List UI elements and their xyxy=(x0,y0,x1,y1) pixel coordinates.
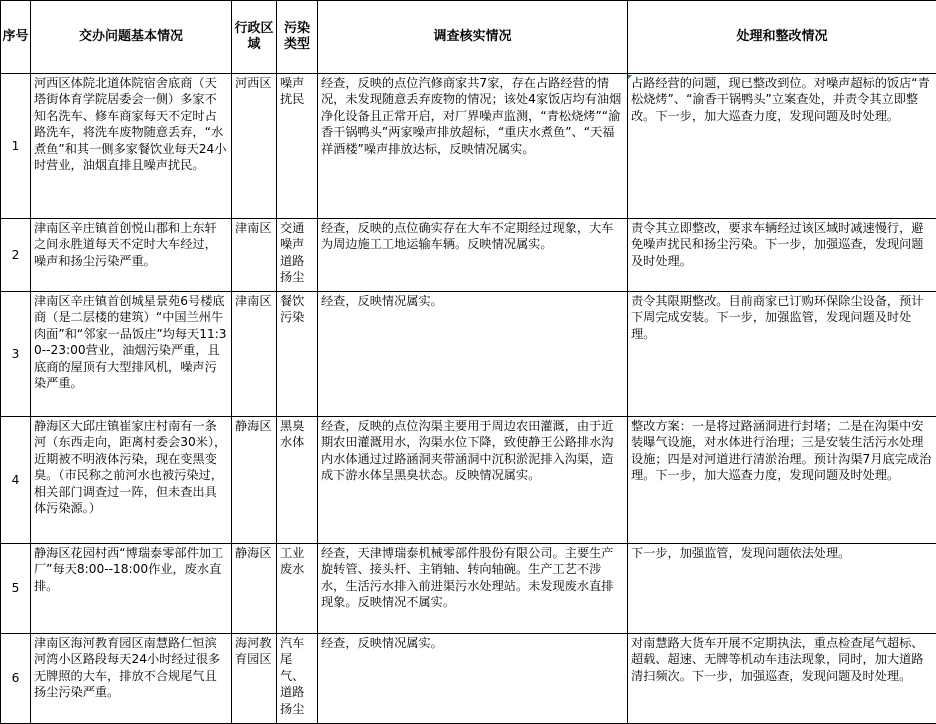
row-basic: 津南区辛庄镇首创城星景苑6号楼底商（是二层楼的建筑）“中国兰州牛肉面”和“邻家一品饭庄”均每天11:30--23:00营业，油烟污染严重，且底商的屋顶有大型排风机，噪声污染严重。 xyxy=(31,292,232,417)
row-district: 河西区 xyxy=(232,74,277,219)
row-seq: 4 xyxy=(1,417,31,544)
row-basic: 津南区海河教育园区南慧路仁恒滨河湾小区路段每天24小时经过很多无牌照的大车，排放不合规尾气且扬尘污染严重。 xyxy=(31,634,232,724)
row-investigation: 经查，反映的点位沟渠主要用于周边农田灌溉，由于近期农田灌溉用水，沟渠水位下降，致使静王公路排水沟内水体通过过路涵洞夹带涵洞中沉积淤泥排入沟渠，造成下游水体呈黑臭状态。反映情况属实。 xyxy=(318,417,628,544)
row-seq: 6 xyxy=(1,634,31,724)
table-row xyxy=(1,544,936,634)
row-basic: 津南区辛庄镇首创悦山郡和上东轩之间永胜道每天不定时大车经过，噪声和扬尘污染严重。 xyxy=(31,219,232,292)
row-seq: 3 xyxy=(1,292,31,417)
row-investigation: 经查，反映情况属实。 xyxy=(318,634,628,724)
row-district: 津南区 xyxy=(232,292,277,417)
table-header-row xyxy=(1,1,936,74)
row-district: 海河教育园区 xyxy=(232,634,277,724)
row-seq: 1 xyxy=(1,74,31,219)
row-pollution: 工业废水 xyxy=(277,544,318,634)
row-pollution: 交通噪声道路扬尘 xyxy=(277,219,318,292)
row-handling: 整改方案：一是将过路涵洞进行封堵；二是在沟渠中安装曝气设施，对水体进行治理；三是安装生活污水处理设施；四是对河道进行清淤治理。预计沟渠7月底完成治理。下一步，加大巡查力度，发现问题及时处理。 xyxy=(628,417,936,544)
row-basic: 静海区大邱庄镇崔家庄村南有一条河（东西走向，距离村委会30米），近期被不明液体污染，现在变黑变臭。（市民称之前河水也被污染过，相关部门调查过一阵，但未查出具体污染源。） xyxy=(31,417,232,544)
row-investigation: 经查，反映情况属实。 xyxy=(318,292,628,417)
row-investigation: 经查，天津博瑞泰机械零部件股份有限公司。主要生产旋转管、接头杆、主销轴、转向轴碗。生产工艺不涉水，生活污水排入前进渠污水处理站。未发现废水直排现象。反映情况不属实。 xyxy=(318,544,628,634)
cell-comment-marker xyxy=(628,75,632,79)
table-row xyxy=(1,417,936,544)
table-row xyxy=(1,634,936,724)
row-handling: 责令其立即整改，要求车辆经过该区域时减速慢行，避免噪声扰民和扬尘污染。下一步，加强巡查，发现问题及时处理。 xyxy=(628,219,936,292)
row-investigation: 经查，反映的点位汽修商家共7家，存在占路经营的情况，未发现随意丢弃废物的情况；该处4家饭店均有油烟净化设备且正常开启，对厂界噪声监测，“青松烧烤”“渝香干锅鸭头”两家噪声排放超标，“重庆水煮鱼”、“天福祥酒楼”噪声排放达标，反映情况属实。 xyxy=(318,74,628,219)
row-basic: 静海区花园村西“博瑞泰零部件加工厂”每天8:00--18:00作业，废水直排。 xyxy=(31,544,232,634)
header-seq: 序号 xyxy=(1,1,31,74)
row-pollution: 餐饮污染 xyxy=(277,292,318,417)
header-pollution: 污染类型 xyxy=(277,1,318,74)
header-investigation: 调查核实情况 xyxy=(318,1,628,74)
row-seq: 2 xyxy=(1,219,31,292)
table-row xyxy=(1,219,936,292)
table-row xyxy=(1,74,936,219)
row-district: 静海区 xyxy=(232,417,277,544)
row-investigation: 经查，反映的点位确实存在大车不定期经过现象，大车为周边施工工地运输车辆。反映情况属实。 xyxy=(318,219,628,292)
row-pollution: 噪声扰民 xyxy=(277,74,318,219)
header-basic: 交办问题基本情况 xyxy=(31,1,232,74)
header-handling: 处理和整改情况 xyxy=(628,1,936,74)
row-pollution: 汽车尾气、道路扬尘 xyxy=(277,634,318,724)
row-handling: 占路经营的问题，现已整改到位。对噪声超标的饭店“青松烧烤”、“渝香干锅鸭头”立案查处，并责令其立即整改。下一步，加大巡查力度，发现问题及时处理。 xyxy=(628,74,936,219)
row-pollution: 黑臭水体 xyxy=(277,417,318,544)
row-handling: 责令其限期整改。目前商家已订购环保除尘设备，预计下周完成安装。下一步，加强监管，发现问题及时处理。 xyxy=(628,292,936,417)
row-district: 静海区 xyxy=(232,544,277,634)
header-district: 行政区域 xyxy=(232,1,277,74)
row-seq: 5 xyxy=(1,544,31,634)
row-district: 津南区 xyxy=(232,219,277,292)
table-row xyxy=(1,292,936,417)
row-handling: 下一步，加强监管，发现问题依法处理。 xyxy=(628,544,936,634)
row-basic: 河西区体院北道体院宿舍底商（天塔街体育学院居委会一侧）多家不知名洗车、修车商家每天不定时占路洗车，将洗车废物随意丢弃，“水煮鱼”和其一侧多家餐饮业每天24小时营业，油烟直排且噪声扰民。 xyxy=(31,74,232,219)
row-handling: 对南慧路大货车开展不定期执法，重点检查尾气超标、超载、超速、无牌等机动车违法现象，同时，加大道路清扫频次。下一步，加强巡查，发现问题及时处理。 xyxy=(628,634,936,724)
